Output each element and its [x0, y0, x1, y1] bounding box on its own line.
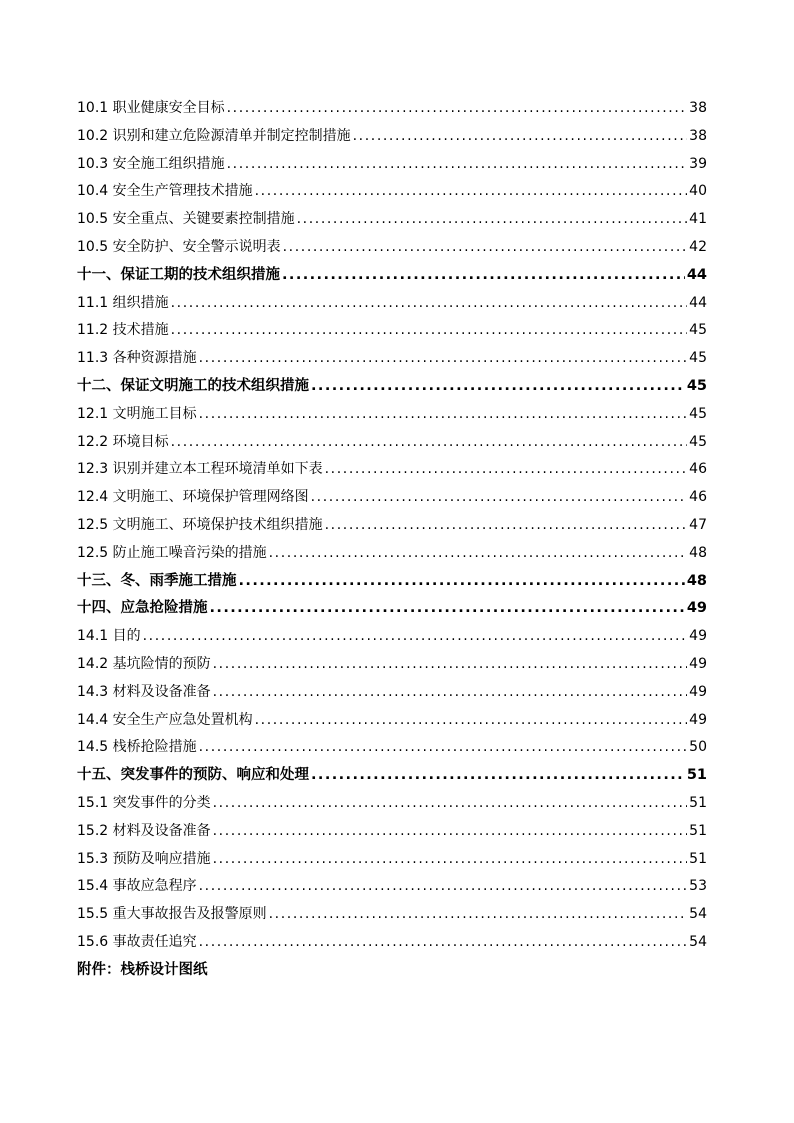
toc-entry-title: 11.3 各种资源措施 [77, 350, 197, 367]
toc-leader-dots [255, 707, 688, 735]
toc-page-number: 38 [689, 127, 707, 144]
toc-leader-dots [213, 679, 688, 707]
toc-leader-dots [171, 429, 688, 457]
toc-page-number: 49 [689, 683, 707, 700]
toc-leader-dots [227, 95, 688, 123]
toc-entry-title: 12.5 防止施工噪音污染的措施 [77, 544, 267, 561]
toc-entry-title: 12.4 文明施工、环境保护管理网络图 [77, 489, 309, 506]
toc-section-entry[interactable] [77, 790, 707, 818]
toc-chapter-entry[interactable] [77, 762, 707, 790]
toc-chapter-entry[interactable] [77, 568, 707, 596]
toc-leader-dots [199, 929, 688, 957]
toc-leader-dots [143, 623, 688, 651]
appendix-title: 附件：栈桥设计图纸 [77, 961, 208, 978]
toc-page-number: 51 [689, 822, 707, 839]
toc-entry-title: 10.3 安全施工组织措施 [77, 155, 225, 172]
toc-section-entry[interactable] [77, 679, 707, 707]
toc-section-entry[interactable] [77, 651, 707, 679]
toc-section-entry[interactable] [77, 429, 707, 457]
toc-page-number: 51 [689, 850, 707, 867]
toc-leader-dots [255, 178, 688, 206]
toc-page-number: 44 [686, 266, 707, 283]
toc-entry-title: 12.5 文明施工、环境保护技术组织措施 [77, 516, 323, 533]
toc-page-number: 48 [689, 544, 707, 561]
toc-entry-title: 14.2 基坑险情的预防 [77, 655, 211, 672]
toc-entry-title: 15.5 重大事故报告及报警原则 [77, 906, 267, 923]
toc-page-number: 49 [689, 711, 707, 728]
toc-leader-dots [213, 790, 688, 818]
toc-section-entry[interactable] [77, 846, 707, 874]
toc-section-entry[interactable] [77, 512, 707, 540]
toc-leader-dots [239, 568, 685, 596]
toc-leader-dots [213, 818, 688, 846]
toc-section-entry[interactable] [77, 456, 707, 484]
toc-entry-title: 15.6 事故责任追究 [77, 933, 197, 950]
toc-page-number: 41 [689, 211, 707, 228]
toc-section-entry[interactable] [77, 317, 707, 345]
toc-leader-dots [213, 846, 688, 874]
toc-section-entry[interactable] [77, 901, 707, 929]
toc-page-number: 42 [689, 238, 707, 255]
toc-page-number: 49 [689, 655, 707, 672]
toc-page-number: 45 [686, 377, 707, 394]
toc-section-entry[interactable] [77, 290, 707, 318]
toc-entry-title: 10.2 识别和建立危险源清单并制定控制措施 [77, 127, 351, 144]
toc-section-entry[interactable] [77, 484, 707, 512]
toc-entry-title: 十四、应急抢险措施 [77, 600, 208, 617]
toc-leader-dots [227, 151, 688, 179]
toc-chapter-entry[interactable] [77, 595, 707, 623]
toc-leader-dots [269, 540, 688, 568]
toc-entry-title: 十二、保证文明施工的技术组织措施 [77, 377, 309, 394]
toc-section-entry[interactable] [77, 95, 707, 123]
toc-entry-title: 14.5 栈桥抢险措施 [77, 739, 197, 756]
toc-leader-dots [282, 262, 685, 290]
toc-section-entry[interactable] [77, 873, 707, 901]
toc-entry-title: 10.1 职业健康安全目标 [77, 100, 225, 116]
toc-entry-title: 10.5 安全重点、关键要素控制措施 [77, 211, 295, 228]
toc-entry-title: 15.4 事故应急程序 [77, 878, 197, 895]
toc-leader-dots [213, 651, 688, 679]
toc-page-number: 50 [689, 739, 707, 756]
toc-entry-title: 12.2 环境目标 [77, 433, 169, 450]
toc-section-entry[interactable] [77, 623, 707, 651]
toc-page-number: 51 [686, 767, 707, 784]
toc-leader-dots [199, 401, 688, 429]
toc-leader-dots [297, 206, 688, 234]
toc-leader-dots [353, 123, 688, 151]
toc-section-entry[interactable] [77, 401, 707, 429]
toc-section-entry[interactable] [77, 929, 707, 957]
toc-page-number: 51 [689, 794, 707, 811]
toc-entry-title: 14.1 目的 [77, 628, 141, 645]
toc-page-number: 44 [689, 294, 707, 311]
toc-leader-dots [311, 484, 688, 512]
toc-section-entry[interactable] [77, 234, 707, 262]
toc-entry-title: 十一、保证工期的技术组织措施 [77, 266, 280, 283]
toc-section-entry[interactable] [77, 818, 707, 846]
toc-leader-dots [283, 234, 688, 262]
toc-page-number: 54 [689, 906, 707, 923]
toc-page-number: 49 [689, 628, 707, 645]
toc-leader-dots [311, 373, 685, 401]
toc-page-number: 46 [689, 489, 707, 506]
toc-entry-title: 十三、冬、雨季施工措施 [77, 572, 237, 589]
toc-chapter-entry[interactable] [77, 262, 707, 290]
toc-leader-dots [325, 512, 688, 540]
toc-entry-title: 12.1 文明施工目标 [77, 405, 197, 422]
toc-page-number: 40 [689, 183, 707, 200]
toc-page-number: 45 [689, 405, 707, 422]
toc-entry-title: 15.2 材料及设备准备 [77, 822, 211, 839]
toc-leader-dots [199, 734, 688, 762]
toc-entry-title: 11.2 技术措施 [77, 322, 169, 339]
toc-entry-title: 10.5 安全防护、安全警示说明表 [77, 238, 281, 255]
toc-leader-dots [210, 595, 685, 623]
table-of-contents [77, 95, 707, 985]
toc-page-number: 53 [689, 878, 707, 895]
toc-entry-title: 15.3 预防及响应措施 [77, 850, 211, 867]
toc-page-number: 47 [689, 516, 707, 533]
toc-page-number: 39 [689, 155, 707, 172]
toc-leader-dots [311, 762, 685, 790]
toc-page-number: 45 [689, 433, 707, 450]
toc-entry-title: 14.4 安全生产应急处置机构 [77, 711, 253, 728]
toc-section-entry[interactable] [77, 345, 707, 373]
toc-chapter-entry[interactable] [77, 373, 707, 401]
toc-page-number: 38 [689, 100, 707, 116]
toc-section-entry[interactable] [77, 123, 707, 151]
toc-page-number: 46 [689, 461, 707, 478]
toc-page-number: 45 [689, 350, 707, 367]
toc-page-number: 45 [689, 322, 707, 339]
toc-section-entry[interactable] [77, 178, 707, 206]
toc-appendix[interactable] [77, 957, 707, 985]
toc-leader-dots [171, 317, 688, 345]
toc-entry-title: 11.1 组织措施 [77, 294, 169, 311]
toc-leader-dots [171, 290, 688, 318]
toc-leader-dots [199, 873, 688, 901]
toc-page-number: 48 [686, 572, 707, 589]
toc-section-entry[interactable] [77, 151, 707, 179]
toc-leader-dots [325, 456, 688, 484]
toc-entry-title: 15.1 突发事件的分类 [77, 794, 211, 811]
toc-leader-dots [269, 901, 688, 929]
toc-page-number: 49 [686, 600, 707, 617]
toc-entries [77, 95, 707, 957]
toc-page-number: 54 [689, 933, 707, 950]
toc-leader-dots [199, 345, 688, 373]
toc-entry-title: 10.4 安全生产管理技术措施 [77, 183, 253, 200]
toc-section-entry[interactable] [77, 734, 707, 762]
toc-entry-title: 十五、突发事件的预防、响应和处理 [77, 767, 309, 784]
toc-section-entry[interactable] [77, 540, 707, 568]
toc-entry-title: 14.3 材料及设备准备 [77, 683, 211, 700]
toc-section-entry[interactable] [77, 707, 707, 735]
toc-section-entry[interactable] [77, 206, 707, 234]
toc-entry-title: 12.3 识别并建立本工程环境清单如下表 [77, 461, 323, 478]
